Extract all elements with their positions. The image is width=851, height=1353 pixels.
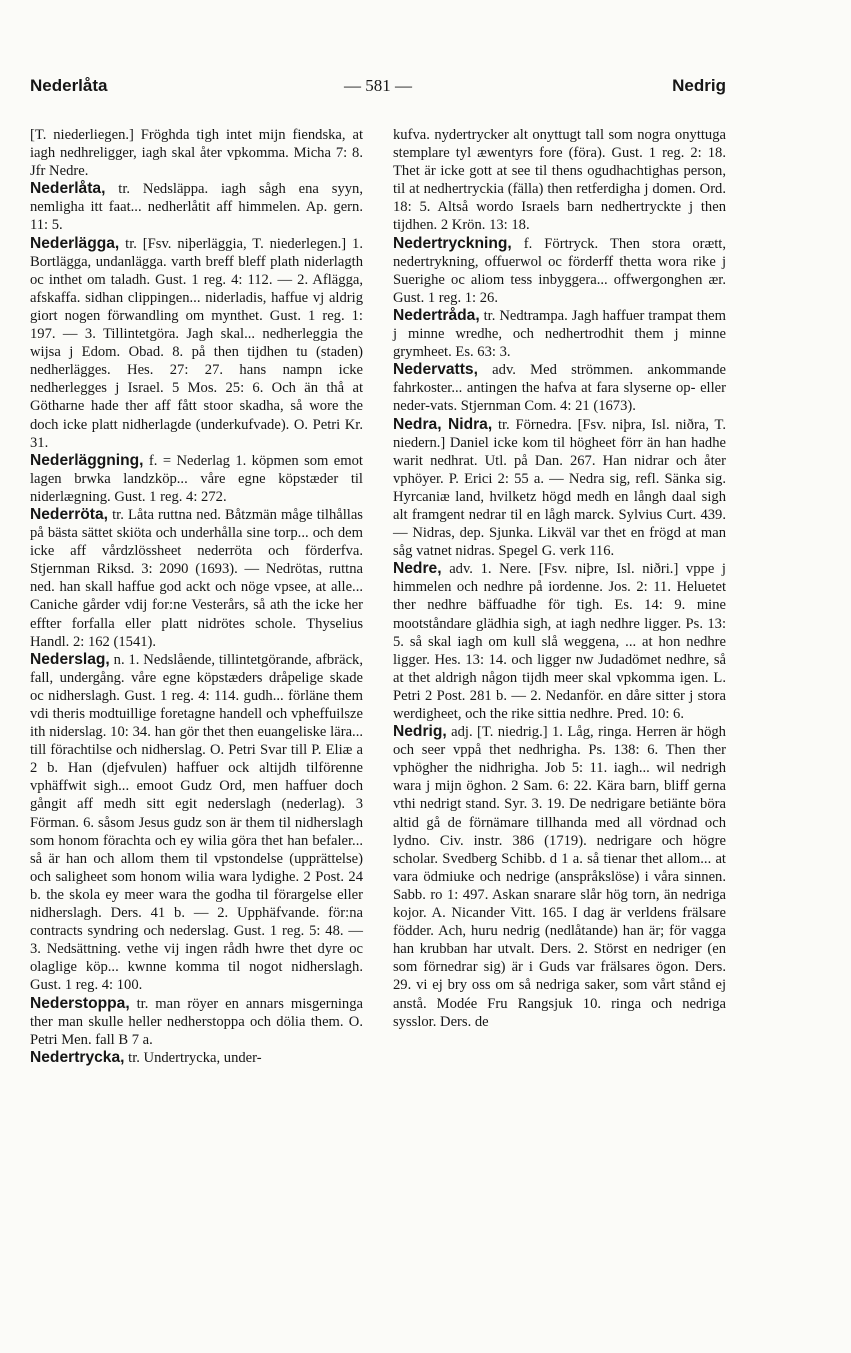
dictionary-entry xyxy=(393,361,726,415)
entry-text: tr. Förnedra. [Fsv. niþra, Isl. niðra, T. niedern.] Daniel icke kom til högheet förr än han hadhe warit nedhrat. Utl. på Dan. 267. Han nidrar och åter vphöyer. P. Erici 2: 55 a. — Nedra sig, refl. Sänka sig. Hyrcaniæ land, hvilketz högd medh en långh daal sigh alt framgent nedrar til en lågh marck. Sylvius Curt. 439. — Nidras, dep. Sjunka. Likväl var thet en frögd at man såg vatnet nidras. Spegel G. verk 116. xyxy=(393,416,727,560)
dictionary-entry xyxy=(393,307,726,361)
entry-text: tr. Nedsläppa. iagh sågh ena syyn, nemligha itt faat... nedherlåtit aff himmelen. Ap. gern. 11: 5. xyxy=(30,181,363,234)
entry-text: adv. 1. Nere. [Fsv. niþre, Isl. niðri.] vppe j himmelen och nedhre på iordenne. Jos. 2: 11. Heluetet ther nedhre bäffuadhe för tigh. Es. 14: 9. mine mootståndare glädhia sigh, at iagh nedhre ligger. Ps. 13: 5. så skal iagh om kull slå weggena, ... at hon nedhre ligger. Hes. 13: 14. och ligger nw Judadömet nedhre, så at thet aldrigh någon tijdh meer skal vpkomma igen. L. Petri 2 Post. 281 b. — 2. Nedanför. en dåre sitter j stora werdigheet, och the rike sittia nedhre. Pred. 10: 6. xyxy=(393,561,726,722)
entry-text: adv. Med strömmen. ankommande fahrkoster... antingen the hafva at fara slyserne op- eller neder-vats. Stjernman Com. 4: 21 (1673). xyxy=(393,362,726,415)
entry-text: tr. Nedtrampa. Jagh haffuer trampat them j minne wredhe, och nedhertrodhit them j minne grymheet. Es. 63: 3. xyxy=(393,307,726,361)
entry-text: f. Förtryck. Then stora orætt, nedertrykning, offuerwol oc förderff thetta wora rike j Suerighe oc aliom tess inbyggera... offwergonghen ær. Gust. 1 reg. 1: 26. xyxy=(393,235,727,306)
entry-headword: Nederstoppa, xyxy=(30,994,130,1012)
entry-text: tr. Låta ruttna ned. Båtzmän måge tilhållas på bästa sättet skiöta och underhålla sine torp... och dem icke aff vårdzlössheet nederröta och förderfva. Stjernman Riksd. 3: 2090 (1693). — Nedrötas, ruttna ned. han skall haffue god ackt och nöge vpsee, at alle... Caniche gårder vdij for:ne Vesterårs, så ath the icke her effter forfalla eller platt nidrötes schole. Thyselius Handl. 2: 162 (1541). xyxy=(30,506,363,650)
entry-headword: Nedertrycka, xyxy=(30,1048,125,1066)
entry-text: [T. niederliegen.] Fröghda tigh intet mijn fiendska, at iagh nedhreligger, iagh skal åter vpkomma. Micha 7: 8. Jfr Nedre. xyxy=(30,127,363,180)
entry-headword: Nedertryckning, xyxy=(393,234,512,252)
dictionary-entry xyxy=(30,995,363,1049)
right-column xyxy=(393,126,726,1031)
dictionary-entry xyxy=(393,126,726,235)
entry-text: kufva. nydertrycker alt onyttugt tall som nogra onyttuga stemplare tyl æwentyrs fore (föra). Gust. 1 reg. 2: 18. Thet är icke gott at see til thens ogudhachtighas person, til at nedhertryckia (fälla) then retferdigha j domen. Ord. 18: 5. Altså wordo Israels barn nedhertryckte j then tijdhen. 2 Krön. 13: 18. xyxy=(393,127,726,234)
dictionary-entry xyxy=(30,180,363,234)
dictionary-entry xyxy=(30,235,363,452)
entry-text: tr. Undertrycka, under- xyxy=(128,1049,262,1066)
entry-headword: Nederröta, xyxy=(30,505,108,523)
entry-text: tr. [Fsv. niþerläggia, T. niederlegen.] 1. Bortlägga, undanlägga. varth breff bleff plath niderlagth oc inthet om taladh. Gust. 1 reg. 4: 112. — 2. Aflägga, afskaffa. sidhan clippingen... niderladis, haffue vj aldrig giort nogen förwandling om mynthet. Gust. 1 reg. 1: 197. — 3. Tillintetgöra. Jagh skal... nedherleggia the wijsa j Edom. Obad. 8. på then tijdhen tu (staden) nedherlägges. Hes. 27: 27. hans nampn icke nedherlegges j Israel. 5 Mos. 25: 6. Och än thå at Götharne hade ther aff fått stoor skadha, så wore the doch icke platt nidherlagde (underkufvade). O. Petri Kr. 31. xyxy=(30,235,363,451)
entry-headword: Nedertråda, xyxy=(393,306,480,324)
entry-headword: Nedrig, xyxy=(393,723,447,741)
running-header xyxy=(30,76,726,102)
entry-text: tr. man röyer en annars misgerninga ther man skulle heller nedherstoppa och dölia them. O. Petri Men. fall B 7 a. xyxy=(30,995,364,1048)
left-column xyxy=(30,126,363,1067)
entry-headword: Nederlägga, xyxy=(30,234,120,252)
entry-text: n. 1. Nedslående, tillintetgörande, afbräck, fall, undergång. våre egne köpstæders dråpelige skade oc nidherslagh. Gust. 1 reg. 4: 114. gudh... förläne them vdi theris modtuillige foretagne handell och vpheffuilsze ith niderslag. 10: 34. han gör thet then euangeliske lära... till förachtilse och nidherslag. O. Petri Svar till P. Eliæ a 2 b. Han (djefvulen) haffuer ock altijdh tilförenne vphäffwit sigh... emoot Gudz Ord, men haffuer doch gångit aff medh sitt egit nederslagh (nederlag). 3 Förman. 6. såsom Jesus gudz son är them til nidherslagh som honom förachta och ey wilia göra thet han befaler... så är han och allom them til vpstondelse (upprättelse) och saligheet som honom wilia wara lydighe. 2 Post. 24 b. the skola ey meer wara the godha til förargelse eller nidherslagh. Ders. 41 b. — 2. Upphäfvande. för:na contracts syndring och nederslag. Gust. 1 reg. 5: 48. — 3. Nedsättning. vethe vij ingen rådh hwre thet dyre oc olaglige köp... kwnne komma til nogot nidherslagh. Gust. 1 reg. 4: 100. xyxy=(30,651,363,994)
dictionary-entry xyxy=(30,506,363,651)
page-number: — 581 — xyxy=(344,76,412,95)
header-first-entry: Nederlåta xyxy=(30,76,108,95)
dictionary-entry xyxy=(30,452,363,506)
entry-headword: Nederlåta, xyxy=(30,180,106,198)
dictionary-entry xyxy=(393,560,726,723)
dictionary-entry xyxy=(393,723,726,1031)
dictionary-entry xyxy=(393,235,726,307)
entry-text: adj. [T. niedrig.] 1. Låg, ringa. Herren är högh och seer vppå thet nedhrigha. Ps. 138: 6. Then ther vphögher the nidhrigha. Job 5: 11. iagh... wil nedrigh wara j mijn öghon. 2 Sam. 6: 22. Kära barn, bliff gerna vthi nedrigt stand. Syr. 3. 19. De nedrigare betiänte böra altid gå de förnämare tillhanda med all vördnad och lydno. Civ. instr. 386 (1719). nedrigare och högre scholar. Svedberg Schibb. d 1 a. så tienar thet allom... at vara ödmiuke och nedrige (anspråkslöse) i våra sinnen. Sabb. ro 1: 497. Askan snarare slår hög torn, än nedriga kojor. A. Nicander Vitt. 165. I dag är verldens frälsare födder. Ach, huru nedrig (nedlåtande) han är; för vagga han krubban har utvalt. Ders. 2. Störst en nedriger (en som förnedrar sig) är i Guds var frälsares ögon. Ders. 29. vi ej bry oss om så nedriga saker, som vårt stånd ej anstå. Modée Fru Rangsjuk 10. ringa och nedriga sysslor. Ders. de xyxy=(393,724,726,1030)
entry-headword: Nederslag, xyxy=(30,650,110,668)
dictionary-entry xyxy=(393,416,726,561)
entry-headword: Nederläggning, xyxy=(30,451,144,469)
dictionary-entry xyxy=(30,1049,363,1067)
dictionary-entry xyxy=(30,126,363,180)
dictionary-entry xyxy=(30,651,363,995)
entry-headword: Nedra, Nidra, xyxy=(393,415,493,433)
header-last-entry: Nedrig xyxy=(672,76,726,95)
entry-headword: Nedervatts, xyxy=(393,361,478,379)
entry-text: f. = Nederlag 1. köpmen som emot lagen brwka landzköp... våre egne köpstæder til niderlægning. Gust. 1 reg. 4: 272. xyxy=(30,452,363,505)
entry-headword: Nedre, xyxy=(393,560,442,578)
